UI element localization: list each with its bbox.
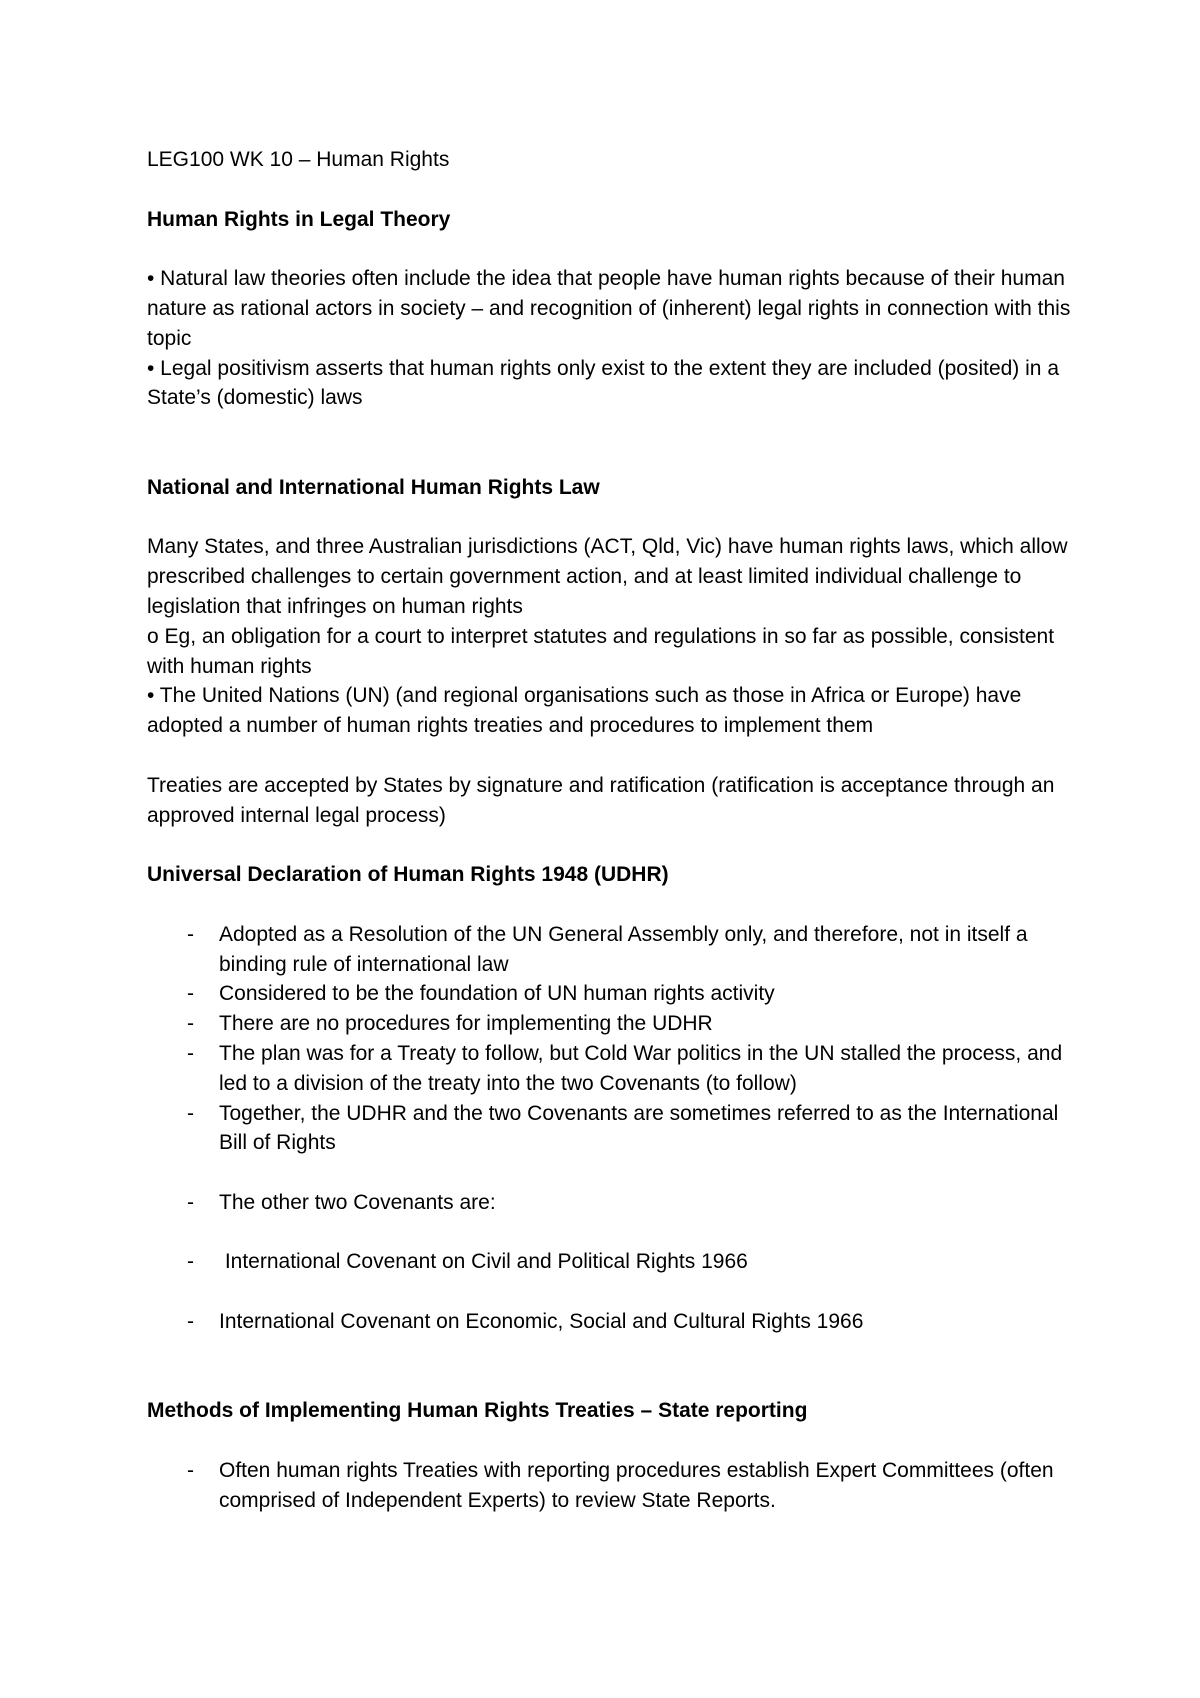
list-item: - Adopted as a Resolution of the UN General Assembly only, and therefore, not in itself a binding rule of international law <box>147 920 1087 980</box>
document-title: LEG100 WK 10 – Human Rights <box>147 148 450 171</box>
section-heading-national-international: National and International Human Rights Law <box>147 475 600 499</box>
udhr-list <box>147 920 1087 1158</box>
list-item: - Considered to be the foundation of UN human rights activity <box>147 979 1087 1009</box>
list-item: - The other two Covenants are: <box>147 1188 1087 1218</box>
paragraph-united-nations: • The United Nations (UN) (and regional organisations such as those in Africa or Europe) have adopted a number of human rights treaties and procedures to implement them <box>147 684 1022 738</box>
paragraph-legal-positivism: • Legal positivism asserts that human rights only exist to the extent they are included (posited) in a State’s (domestic) laws <box>147 356 1059 410</box>
state-reporting-list <box>147 1456 1087 1516</box>
list-item: - International Covenant on Civil and Political Rights 1966 <box>147 1247 1087 1277</box>
list-item: - There are no procedures for implementing the UDHR <box>147 1009 1087 1039</box>
covenant-civil-political-list <box>147 1247 1087 1277</box>
paragraph-treaties-accepted: Treaties are accepted by States by signature and ratification (ratification is acceptance through an approved internal legal process) <box>147 773 1055 827</box>
list-item: - Together, the UDHR and the two Covenants are sometimes referred to as the International Bill of Rights <box>147 1099 1087 1159</box>
paragraph-court-obligation: o Eg, an obligation for a court to interpret statutes and regulations in so far as possible, consistent with human rights <box>147 624 1055 678</box>
section-heading-state-reporting: Methods of Implementing Human Rights Treaties – State reporting <box>147 1399 808 1423</box>
section-heading-udhr: Universal Declaration of Human Rights 1948 (UDHR) <box>147 863 669 887</box>
list-item: - Often human rights Treaties with reporting procedures establish Expert Committees (often comprised of Independent Experts) to review State Reports. <box>147 1456 1087 1516</box>
covenants-intro-list <box>147 1188 1087 1218</box>
document-page <box>147 145 1087 1516</box>
section-heading-legal-theory: Human Rights in Legal Theory <box>147 207 451 231</box>
covenant-economic-social-list <box>147 1307 1087 1337</box>
paragraph-many-states: Many States, and three Australian jurisdictions (ACT, Qld, Vic) have human rights laws, which allow prescribed challenges to certain government action, and at least limited individual challenge to legislation that infringes on human rights <box>147 535 1068 618</box>
list-item: - International Covenant on Economic, Social and Cultural Rights 1966 <box>147 1307 1087 1337</box>
list-item: - The plan was for a Treaty to follow, but Cold War politics in the UN stalled the process, and led to a division of the treaty into the two Covenants (to follow) <box>147 1039 1087 1099</box>
paragraph-natural-law: • Natural law theories often include the idea that people have human rights because of their human nature as rational actors in society – and recognition of (inherent) legal rights in connection with this topic <box>147 267 1071 350</box>
